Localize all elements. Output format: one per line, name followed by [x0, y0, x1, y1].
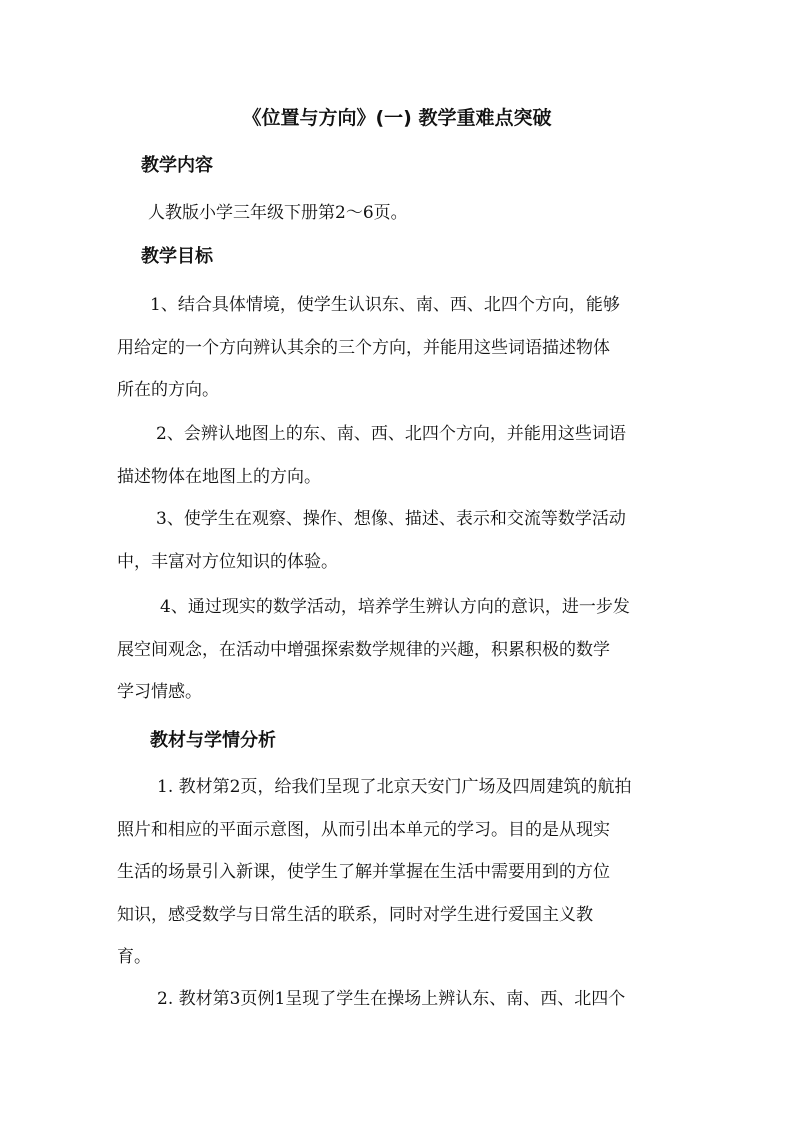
analysis-paragraph-1	[117, 766, 631, 979]
goal-paragraph-4	[117, 586, 630, 714]
section-heading-analysis: 教材与学情分析	[150, 730, 276, 751]
paragraph-line: 展空间观念，在活动中增强探索数学规律的兴趣，积累积极的数学	[117, 639, 610, 660]
paragraph-line: 4、通过现实的数学活动，培养学生辨认方向的意识，进一步发	[160, 597, 630, 617]
paragraph-line: 1、结合具体情境，使学生认识东、南、西、北四个方向，能够	[150, 295, 620, 315]
paragraph-line: 用给定的一个方向辨认其余的三个方向，并能用这些词语描述物体	[117, 337, 610, 358]
paragraph-line: 所在的方向。	[117, 380, 219, 400]
paragraph-line: 育。	[117, 947, 151, 967]
paragraph-line: 2、会辨认地图上的东、南、西、北四个方向，并能用这些词语	[156, 424, 626, 444]
section-heading-content: 教学内容	[141, 155, 213, 176]
content-paragraph	[148, 192, 408, 235]
goal-paragraph-3	[117, 498, 626, 583]
section-heading-goals: 教学目标	[141, 246, 213, 267]
analysis-paragraph-2	[117, 978, 625, 1021]
paragraph-line: 照片和相应的平面示意图，从而引出本单元的学习。目的是从现实	[117, 819, 610, 840]
paragraph-line: 人教版小学三年级下册第2～6页。	[148, 203, 408, 223]
paragraph-line: 1. 教材第2页，给我们呈现了北京天安门广场及四周建筑的航拍	[157, 777, 632, 797]
paragraph-line: 3、使学生在观察、操作、想像、描述、表示和交流等数学活动	[156, 509, 626, 529]
paragraph-line: 知识，感受数学与日常生活的联系，同时对学生进行爱国主义教	[117, 904, 593, 925]
paragraph-line: 描述物体在地图上的方向。	[117, 466, 321, 487]
page-title: 《位置与方向》(一) 教学重难点突破	[242, 107, 552, 129]
paragraph-line: 中，丰富对方位知识的体验。	[117, 551, 338, 572]
goal-paragraph-2	[117, 413, 626, 498]
goal-paragraph-1	[117, 284, 620, 412]
paragraph-line: 2. 教材第3页例1呈现了学生在操场上辨认东、南、西、北四个	[157, 989, 626, 1009]
paragraph-line: 生活的场景引入新课，使学生了解并掌握在生活中需要用到的方位	[117, 862, 610, 882]
paragraph-line: 学习情感。	[117, 682, 202, 702]
